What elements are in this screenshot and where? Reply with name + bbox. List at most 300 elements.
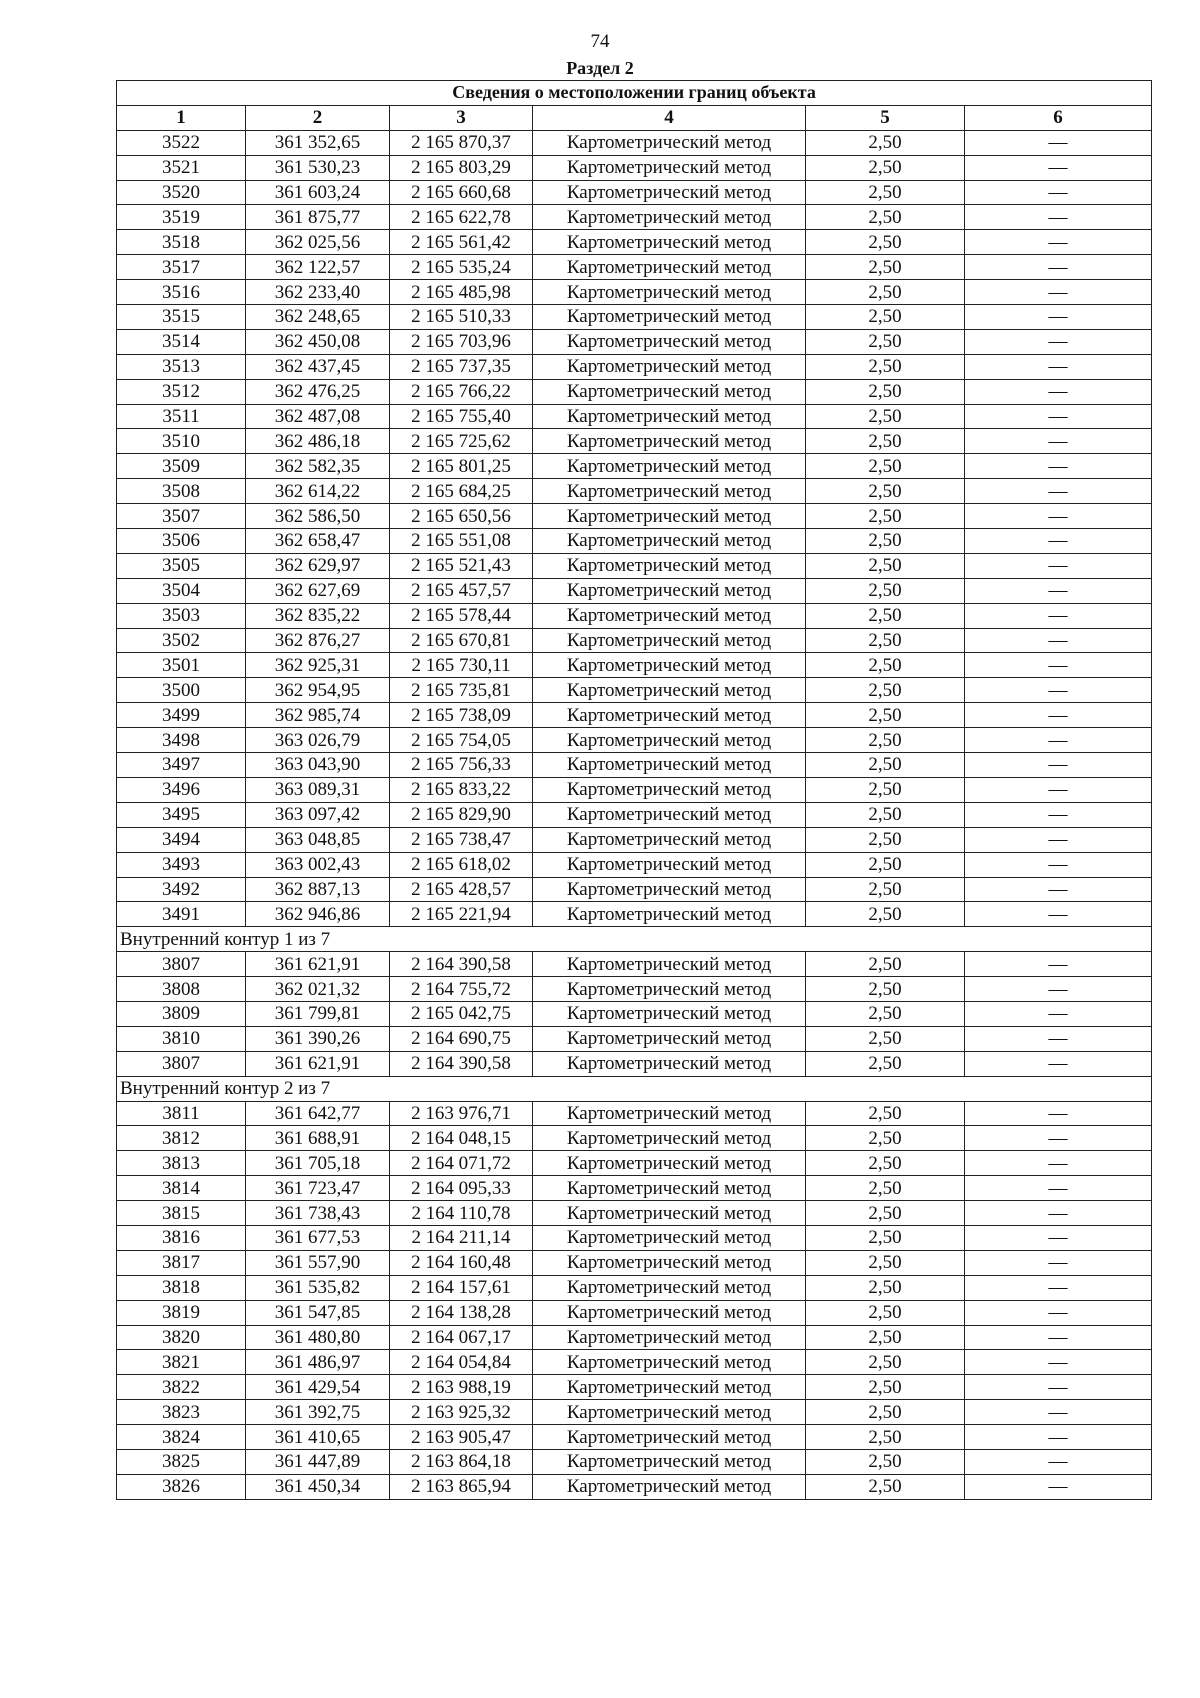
method-cell: Картометрический метод [533,479,806,504]
note-dash: — [1048,630,1068,652]
note-dash: — [1048,679,1068,701]
point-number-cell: 3497 [117,753,246,778]
accuracy-cell: 2,50 [806,1375,965,1400]
point-number-cell: 3822 [117,1375,246,1400]
note-dash: — [1048,754,1068,776]
x-coordinate-cell: 362 450,08 [246,329,390,354]
x-coordinate-cell: 361 392,75 [246,1400,390,1425]
accuracy-cell: 2,50 [806,205,965,230]
note-cell [965,1051,1152,1076]
note-cell [965,753,1152,778]
x-coordinate-cell: 361 738,43 [246,1201,390,1226]
note-cell [965,1151,1152,1176]
table-row [117,479,1152,504]
y-coordinate-cell: 2 164 067,17 [390,1325,533,1350]
method-cell: Картометрический метод [533,155,806,180]
accuracy-cell: 2,50 [806,479,965,504]
method-cell: Картометрический метод [533,1151,806,1176]
x-coordinate-cell: 362 925,31 [246,653,390,678]
x-coordinate-cell: 362 835,22 [246,603,390,628]
x-coordinate-cell: 361 535,82 [246,1275,390,1300]
method-cell: Картометрический метод [533,1101,806,1126]
accuracy-cell: 2,50 [806,628,965,653]
y-coordinate-cell: 2 165 766,22 [390,379,533,404]
note-dash: — [1048,580,1068,602]
point-number-cell: 3504 [117,578,246,603]
note-cell [965,703,1152,728]
table-row [117,130,1152,155]
point-number-cell: 3814 [117,1176,246,1201]
x-coordinate-cell: 362 876,27 [246,628,390,653]
y-coordinate-cell: 2 165 457,57 [390,578,533,603]
point-number-cell: 3498 [117,728,246,753]
boundary-coordinates-table [116,80,1152,1500]
point-number-cell: 3507 [117,504,246,529]
y-coordinate-cell: 2 164 054,84 [390,1350,533,1375]
table-row [117,1300,1152,1325]
note-dash: — [1048,182,1068,203]
y-coordinate-cell: 2 165 535,24 [390,255,533,280]
note-dash: — [1048,1326,1068,1348]
note-dash: — [1048,1102,1068,1124]
note-dash: — [1048,953,1068,975]
accuracy-cell: 2,50 [806,653,965,678]
table-row [117,429,1152,454]
method-cell: Картометрический метод [533,305,806,330]
note-cell [965,180,1152,205]
point-number-cell: 3824 [117,1425,246,1450]
x-coordinate-cell: 361 486,97 [246,1350,390,1375]
y-coordinate-cell: 2 164 390,58 [390,952,533,977]
accuracy-cell: 2,50 [806,230,965,255]
table-row [117,852,1152,877]
accuracy-cell: 2,50 [806,603,965,628]
accuracy-cell: 2,50 [806,802,965,827]
table-row [117,1201,1152,1226]
accuracy-cell: 2,50 [806,1051,965,1076]
point-number-cell: 3807 [117,952,246,977]
method-cell: Картометрический метод [533,703,806,728]
note-cell [965,977,1152,1002]
table-row [117,827,1152,852]
note-cell [965,329,1152,354]
x-coordinate-cell: 362 025,56 [246,230,390,255]
accuracy-cell: 2,50 [806,1250,965,1275]
table-row [117,1225,1152,1250]
table-row [117,1400,1152,1425]
note-dash: — [1048,555,1068,577]
method-cell: Картометрический метод [533,1176,806,1201]
table-row [117,1449,1152,1474]
method-cell: Картометрический метод [533,1126,806,1151]
note-dash: — [1048,779,1068,801]
note-dash: — [1048,132,1068,154]
note-dash: — [1048,231,1068,253]
y-coordinate-cell: 2 165 618,02 [390,852,533,877]
note-dash: — [1048,530,1068,552]
x-coordinate-cell: 361 447,89 [246,1449,390,1474]
x-coordinate-cell: 363 002,43 [246,852,390,877]
note-cell [965,504,1152,529]
y-coordinate-cell: 2 164 690,75 [390,1026,533,1051]
method-cell: Картометрический метод [533,1300,806,1325]
accuracy-cell: 2,50 [806,1425,965,1450]
y-coordinate-cell: 2 165 738,09 [390,703,533,728]
method-cell: Картометрический метод [533,728,806,753]
y-coordinate-cell: 2 163 988,19 [390,1375,533,1400]
table-row [117,777,1152,802]
y-coordinate-cell: 2 163 905,47 [390,1425,533,1450]
note-cell [965,1201,1152,1226]
point-number-cell: 3809 [117,1001,246,1026]
accuracy-cell: 2,50 [806,1176,965,1201]
method-cell: Картометрический метод [533,1250,806,1275]
note-cell [965,1425,1152,1450]
point-number-cell: 3818 [117,1275,246,1300]
method-cell: Картометрический метод [533,180,806,205]
y-coordinate-cell: 2 163 865,94 [390,1474,533,1499]
point-number-cell: 3815 [117,1201,246,1226]
note-cell [965,1101,1152,1126]
point-number-cell: 3825 [117,1449,246,1474]
accuracy-cell: 2,50 [806,130,965,155]
table-row [117,1126,1152,1151]
note-dash: — [1048,331,1068,353]
table-row [117,255,1152,280]
point-number-cell: 3821 [117,1350,246,1375]
accuracy-cell: 2,50 [806,155,965,180]
method-cell: Картометрический метод [533,130,806,155]
note-dash: — [1048,1177,1068,1199]
accuracy-cell: 2,50 [806,728,965,753]
point-number-cell: 3508 [117,479,246,504]
table-row [117,504,1152,529]
x-coordinate-cell: 361 530,23 [246,155,390,180]
table-row [117,977,1152,1002]
y-coordinate-cell: 2 165 756,33 [390,753,533,778]
x-coordinate-cell: 362 586,50 [246,504,390,529]
y-coordinate-cell: 2 165 510,33 [390,305,533,330]
table-row [117,1051,1152,1076]
table-row [117,678,1152,703]
y-coordinate-cell: 2 165 829,90 [390,802,533,827]
accuracy-cell: 2,50 [806,877,965,902]
y-coordinate-cell: 2 165 754,05 [390,728,533,753]
note-dash: — [1048,1152,1068,1174]
x-coordinate-cell: 361 875,77 [246,205,390,230]
y-coordinate-cell: 2 163 864,18 [390,1449,533,1474]
y-coordinate-cell: 2 164 211,14 [390,1225,533,1250]
note-cell [965,529,1152,554]
x-coordinate-cell: 363 048,85 [246,827,390,852]
y-coordinate-cell: 2 165 561,42 [390,230,533,255]
page-number: 74 [590,31,610,52]
method-cell: Картометрический метод [533,529,806,554]
method-cell: Картометрический метод [533,1474,806,1499]
note-dash: — [1048,306,1068,328]
column-number-2: 2 [246,105,390,130]
note-dash: — [1048,1376,1068,1398]
point-number-cell: 3513 [117,354,246,379]
note-cell [965,952,1152,977]
note-cell [965,305,1152,330]
method-cell: Картометрический метод [533,952,806,977]
note-cell [965,379,1152,404]
note-cell [965,827,1152,852]
point-number-cell: 3819 [117,1300,246,1325]
x-coordinate-cell: 362 658,47 [246,529,390,554]
x-coordinate-cell: 361 352,65 [246,130,390,155]
point-number-cell: 3491 [117,902,246,927]
method-cell: Картометрический метод [533,1051,806,1076]
accuracy-cell: 2,50 [806,578,965,603]
note-dash: — [1048,256,1068,278]
y-coordinate-cell: 2 165 684,25 [390,479,533,504]
accuracy-cell: 2,50 [806,1400,965,1425]
x-coordinate-cell: 361 642,77 [246,1101,390,1126]
point-number-cell: 3522 [117,130,246,155]
y-coordinate-cell: 2 165 221,94 [390,902,533,927]
column-number-4: 4 [533,105,806,130]
method-cell: Картометрический метод [533,827,806,852]
table-row [117,902,1152,927]
accuracy-cell: 2,50 [806,1275,965,1300]
note-cell [965,1026,1152,1051]
method-cell: Картометрический метод [533,877,806,902]
x-coordinate-cell: 361 429,54 [246,1375,390,1400]
point-number-cell: 3823 [117,1400,246,1425]
y-coordinate-cell: 2 165 833,22 [390,777,533,802]
y-coordinate-cell: 2 164 138,28 [390,1300,533,1325]
x-coordinate-cell: 361 410,65 [246,1425,390,1450]
note-dash: — [1048,406,1068,428]
note-cell [965,802,1152,827]
y-coordinate-cell: 2 165 551,08 [390,529,533,554]
x-coordinate-cell: 363 026,79 [246,728,390,753]
note-dash: — [1048,878,1068,900]
accuracy-cell: 2,50 [806,852,965,877]
method-cell: Картометрический метод [533,329,806,354]
accuracy-cell: 2,50 [806,404,965,429]
x-coordinate-cell: 362 248,65 [246,305,390,330]
note-dash: — [1048,157,1068,179]
method-cell: Картометрический метод [533,205,806,230]
point-number-cell: 3493 [117,852,246,877]
note-dash: — [1048,829,1068,851]
note-dash: — [1048,978,1068,1000]
note-cell [965,255,1152,280]
x-coordinate-cell: 361 390,26 [246,1026,390,1051]
method-cell: Картометрический метод [533,280,806,305]
note-cell [965,1325,1152,1350]
accuracy-cell: 2,50 [806,529,965,554]
point-number-cell: 3499 [117,703,246,728]
table-row [117,753,1152,778]
accuracy-cell: 2,50 [806,1225,965,1250]
note-cell [965,603,1152,628]
point-number-cell: 3514 [117,329,246,354]
point-number-cell: 3520 [117,180,246,205]
accuracy-cell: 2,50 [806,1001,965,1026]
contour-label-row [117,927,1152,952]
table-row [117,155,1152,180]
point-number-cell: 3812 [117,1126,246,1151]
y-coordinate-cell: 2 165 803,29 [390,155,533,180]
point-number-cell: 3492 [117,877,246,902]
table-row [117,1275,1152,1300]
section-title: Раздел 2 [566,58,634,78]
x-coordinate-cell: 363 043,90 [246,753,390,778]
note-cell [965,479,1152,504]
table-row [117,454,1152,479]
point-number-cell: 3501 [117,653,246,678]
table-row [117,1001,1152,1026]
table-row [117,1176,1152,1201]
table-row [117,553,1152,578]
x-coordinate-cell: 361 723,47 [246,1176,390,1201]
method-cell: Картометрический метод [533,1350,806,1375]
method-cell: Картометрический метод [533,1375,806,1400]
accuracy-cell: 2,50 [806,678,965,703]
y-coordinate-cell: 2 165 801,25 [390,454,533,479]
note-dash: — [1048,1351,1068,1373]
note-dash: — [1048,206,1068,228]
accuracy-cell: 2,50 [806,777,965,802]
x-coordinate-cell: 362 582,35 [246,454,390,479]
note-dash: — [1048,480,1068,502]
note-cell [965,205,1152,230]
table-row [117,628,1152,653]
accuracy-cell: 2,50 [806,180,965,205]
method-cell: Картометрический метод [533,429,806,454]
method-cell: Картометрический метод [533,753,806,778]
y-coordinate-cell: 2 165 042,75 [390,1001,533,1026]
y-coordinate-cell: 2 165 735,81 [390,678,533,703]
note-cell [965,653,1152,678]
table-row [117,1350,1152,1375]
note-cell [965,354,1152,379]
method-cell: Картометрический метод [533,653,806,678]
point-number-cell: 3519 [117,205,246,230]
point-number-cell: 3810 [117,1026,246,1051]
x-coordinate-cell: 361 621,91 [246,952,390,977]
y-coordinate-cell: 2 165 670,81 [390,628,533,653]
point-number-cell: 3813 [117,1151,246,1176]
note-dash: — [1048,356,1068,378]
method-cell: Картометрический метод [533,902,806,927]
accuracy-cell: 2,50 [806,1201,965,1226]
x-coordinate-cell: 363 089,31 [246,777,390,802]
accuracy-cell: 2,50 [806,305,965,330]
note-dash: — [1048,1053,1068,1075]
x-coordinate-cell: 362 476,25 [246,379,390,404]
y-coordinate-cell: 2 165 870,37 [390,130,533,155]
note-dash: — [1048,381,1068,403]
note-dash: — [1048,1003,1068,1025]
method-cell: Картометрический метод [533,255,806,280]
table-row [117,230,1152,255]
note-cell [965,1176,1152,1201]
method-cell: Картометрический метод [533,628,806,653]
table-row [117,1474,1152,1499]
y-coordinate-cell: 2 164 755,72 [390,977,533,1002]
table-row [117,180,1152,205]
point-number-cell: 3496 [117,777,246,802]
table-row [117,802,1152,827]
point-number-cell: 3510 [117,429,246,454]
note-cell [965,1474,1152,1499]
accuracy-cell: 2,50 [806,1325,965,1350]
table-row [117,1101,1152,1126]
point-number-cell: 3808 [117,977,246,1002]
note-cell [965,280,1152,305]
method-cell: Картометрический метод [533,977,806,1002]
accuracy-cell: 2,50 [806,429,965,454]
point-number-cell: 3511 [117,404,246,429]
accuracy-cell: 2,50 [806,1449,965,1474]
y-coordinate-cell: 2 164 095,33 [390,1176,533,1201]
x-coordinate-cell: 361 621,91 [246,1051,390,1076]
method-cell: Картометрический метод [533,1449,806,1474]
method-cell: Картометрический метод [533,1325,806,1350]
point-number-cell: 3502 [117,628,246,653]
table-row [117,1026,1152,1051]
y-coordinate-cell: 2 165 730,11 [390,653,533,678]
note-dash: — [1048,1127,1068,1149]
point-number-cell: 3495 [117,802,246,827]
method-cell: Картометрический метод [533,504,806,529]
accuracy-cell: 2,50 [806,329,965,354]
note-cell [965,155,1152,180]
method-cell: Картометрический метод [533,1225,806,1250]
note-cell [965,628,1152,653]
note-cell [965,1375,1152,1400]
y-coordinate-cell: 2 165 703,96 [390,329,533,354]
accuracy-cell: 2,50 [806,952,965,977]
method-cell: Картометрический метод [533,852,806,877]
y-coordinate-cell: 2 164 110,78 [390,1201,533,1226]
column-number-6: 6 [965,105,1152,130]
note-dash: — [1048,1401,1068,1423]
note-cell [965,777,1152,802]
note-cell [965,1350,1152,1375]
y-coordinate-cell: 2 165 755,40 [390,404,533,429]
point-number-cell: 3500 [117,678,246,703]
table-row [117,404,1152,429]
x-coordinate-cell: 362 437,45 [246,354,390,379]
column-number-row [117,105,1152,130]
note-cell [965,1225,1152,1250]
method-cell: Картометрический метод [533,1425,806,1450]
accuracy-cell: 2,50 [806,280,965,305]
note-dash: — [1048,1227,1068,1249]
table-row [117,1325,1152,1350]
point-number-cell: 3820 [117,1325,246,1350]
point-number-cell: 3517 [117,255,246,280]
contour-label: Внутренний контур 1 из 7 [117,927,1152,952]
y-coordinate-cell: 2 165 578,44 [390,603,533,628]
point-number-cell: 3518 [117,230,246,255]
method-cell: Картометрический метод [533,777,806,802]
x-coordinate-cell: 362 021,32 [246,977,390,1002]
note-dash: — [1048,605,1068,627]
method-cell: Картометрический метод [533,578,806,603]
accuracy-cell: 2,50 [806,1126,965,1151]
x-coordinate-cell: 362 985,74 [246,703,390,728]
point-number-cell: 3505 [117,553,246,578]
note-dash: — [1048,430,1068,452]
x-coordinate-cell: 362 614,22 [246,479,390,504]
